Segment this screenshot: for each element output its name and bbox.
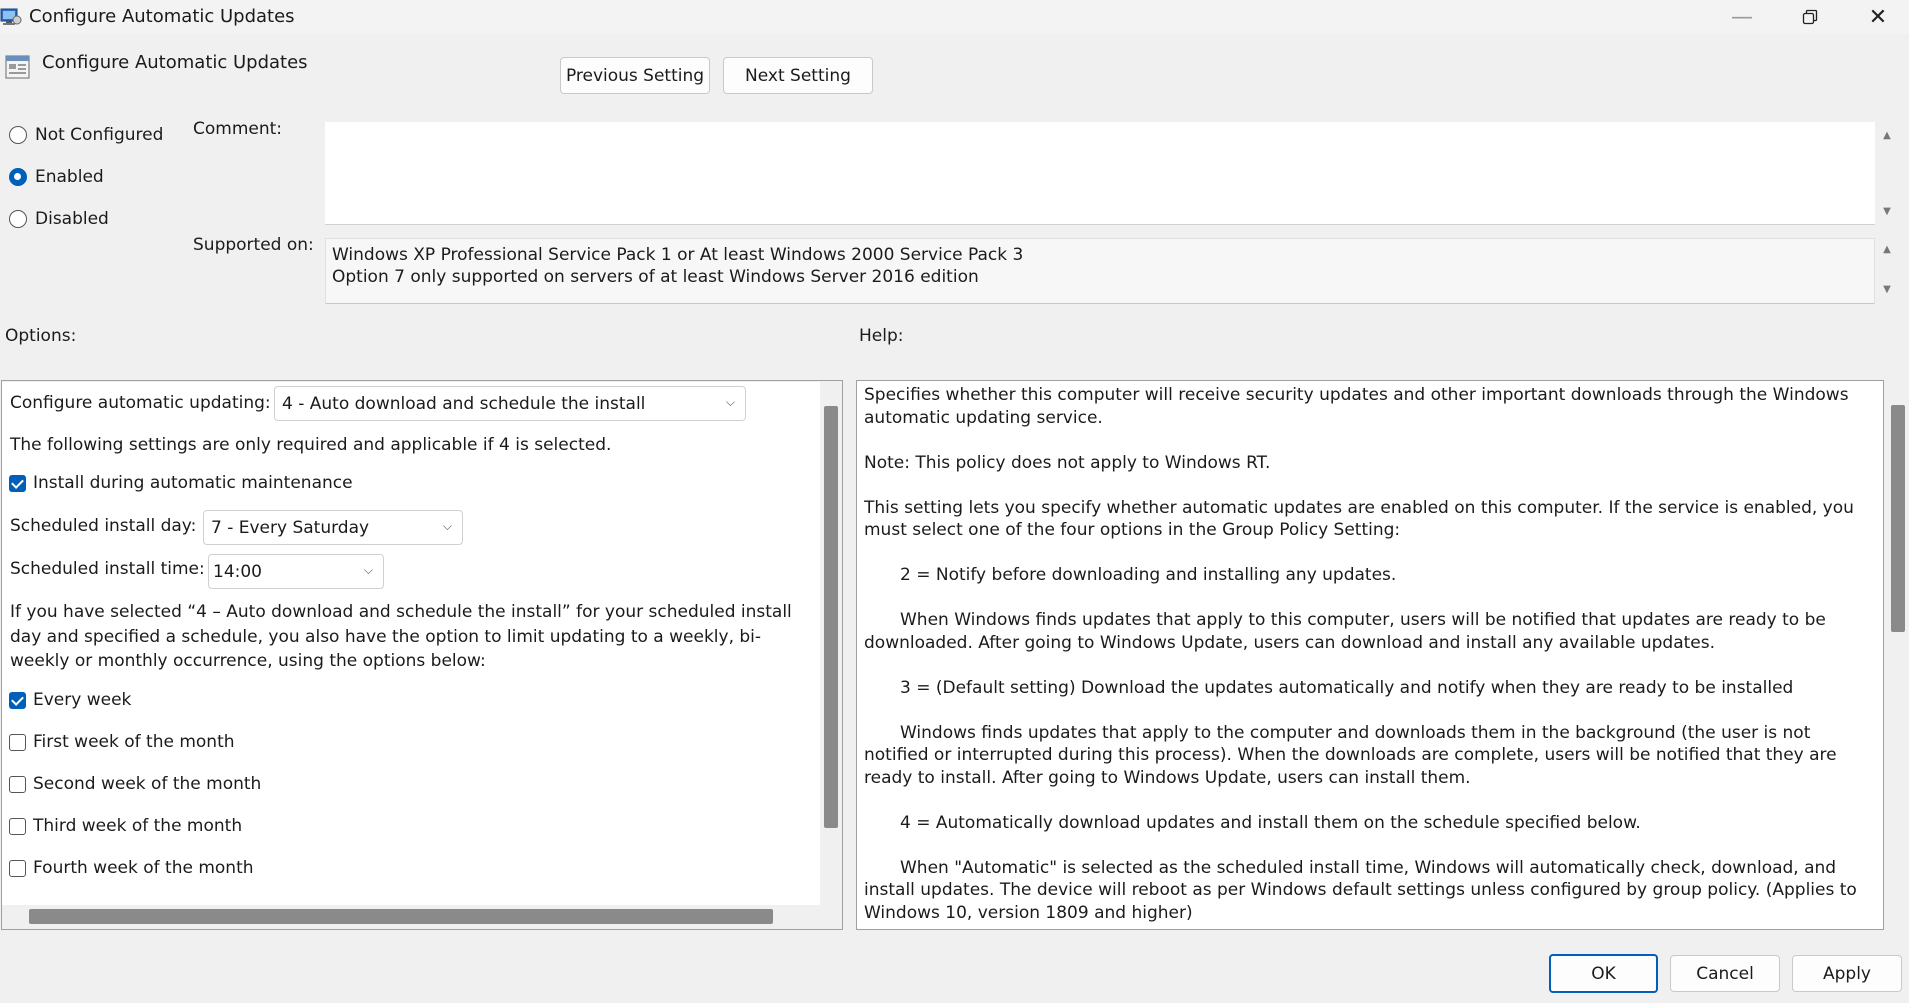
options-horizontal-scrollbar-thumb[interactable]	[29, 909, 773, 924]
help-paragraph: Windows finds updates that apply to the computer and downloads them in the background (the user is not notified or interrupted during this process). When the downloads are complete, users will be notified that they are ready to install. After going to Windows Update, users can install them.	[864, 722, 1837, 788]
checkbox[interactable]	[9, 734, 26, 751]
help-paragraph: Note: This policy does not apply to Windows RT.	[864, 452, 1271, 473]
checkbox[interactable]	[9, 776, 26, 793]
restore-button[interactable]	[1776, 0, 1844, 34]
policy-setting-icon	[5, 54, 31, 80]
help-paragraph: 2 = Notify before downloading and installing any updates.	[900, 565, 1397, 585]
scroll-down-icon[interactable]: ▼	[1883, 206, 1891, 217]
scroll-up-icon[interactable]: ▲	[1883, 244, 1891, 255]
comment-label: Comment:	[193, 119, 283, 139]
options-label: Options:	[5, 326, 77, 346]
radio-label: Enabled	[35, 167, 104, 187]
help-paragraph: 3 = (Default setting) Download the updates automatically and notify when they are ready to be installed	[900, 677, 1794, 698]
week-checkbox-row[interactable]	[9, 773, 261, 795]
supported-scrollbar[interactable]	[1876, 238, 1898, 304]
help-label: Help:	[859, 326, 904, 346]
install-time-select[interactable]	[208, 554, 384, 589]
supported-on-box	[325, 238, 1875, 304]
apply-button[interactable]: Apply	[1792, 955, 1902, 992]
install-time-label: Scheduled install time:	[10, 559, 205, 579]
help-paragraph: 4 = Automatically download updates and install them on the schedule specified below.	[900, 812, 1641, 833]
help-paragraph: When Windows finds updates that apply to this computer, users will be notified that updates are ready to be downloaded. After going to Windows Update, users can download and install any available updates.	[864, 610, 1826, 653]
week-checkbox-row[interactable]	[9, 857, 254, 879]
supported-on-label: Supported on:	[193, 235, 314, 255]
help-vertical-scrollbar-thumb[interactable]	[1891, 405, 1905, 632]
chevron-down-icon: ⌵	[725, 395, 735, 409]
radio-button[interactable]	[9, 126, 27, 144]
checkbox-label: Second week of the month	[33, 774, 262, 794]
install-maintenance-checkbox-row[interactable]	[9, 472, 353, 494]
scroll-down-icon[interactable]: ▼	[1883, 284, 1891, 295]
week-checkbox-row[interactable]	[9, 731, 235, 753]
help-paragraph: When "Automatic" is selected as the scheduled install time, Windows will automatically check, download, and install updates. The device will reboot as per Windows default settings unless configured by group policy. (Applies to Windows 10, version 1809 and higher)	[864, 857, 1857, 923]
window-title: Configure Automatic Updates	[29, 6, 295, 27]
install-day-select[interactable]	[203, 510, 463, 545]
previous-setting-button[interactable]: Previous Setting	[560, 57, 710, 94]
radio-label: Disabled	[35, 209, 109, 229]
next-setting-button[interactable]: Next Setting	[723, 57, 873, 94]
checkbox[interactable]	[9, 818, 26, 835]
select-value: 7 - Every Saturday	[211, 517, 370, 538]
checkbox-label: First week of the month	[33, 732, 235, 752]
checkbox[interactable]	[9, 860, 26, 877]
policy-name: Configure Automatic Updates	[42, 52, 308, 73]
comment-scrollbar[interactable]	[1876, 122, 1898, 224]
configure-updating-select[interactable]	[274, 386, 746, 421]
select-value: 14:00	[213, 561, 262, 582]
schedule-note: If you have selected “4 – Auto download and schedule the install” for your scheduled install day and specified a schedule, you also have the option to limit updating to a weekly, bi-weekly or monthly occurrence, using the options below:	[10, 602, 792, 671]
help-paragraph: Specifies whether this computer will receive security updates and other important downloads through the Windows automatic updating service.	[864, 385, 1849, 428]
minimize-button[interactable]: —	[1731, 4, 1753, 30]
scroll-up-icon[interactable]: ▲	[1883, 130, 1891, 141]
comment-textarea[interactable]	[325, 122, 1875, 225]
week-checkbox-row[interactable]	[9, 689, 131, 711]
help-paragraph: This setting lets you specify whether automatic updates are enabled on this computer. If the service is enabled, you must select one of the four options in the Group Policy Setting:	[864, 497, 1854, 540]
install-day-label: Scheduled install day:	[10, 516, 197, 536]
applicable-note: The following settings are only required and applicable if 4 is selected.	[10, 435, 612, 455]
radio-button[interactable]	[9, 210, 27, 228]
radio-label: Not Configured	[35, 125, 164, 145]
checkbox-label: Every week	[33, 690, 132, 710]
radio-enabled[interactable]	[9, 166, 104, 188]
radio-not-configured[interactable]	[9, 124, 163, 146]
checkbox[interactable]	[9, 475, 26, 492]
options-vertical-scrollbar-thumb[interactable]	[824, 406, 838, 828]
ok-button[interactable]: OK	[1549, 954, 1658, 993]
chevron-down-icon: ⌵	[363, 563, 373, 577]
cancel-button[interactable]: Cancel	[1670, 955, 1780, 992]
group-policy-app-icon	[0, 6, 22, 26]
supported-line: Windows XP Professional Service Pack 1 or At least Windows 2000 Service Pack 3	[332, 245, 1024, 265]
select-value: 4 - Auto download and schedule the install	[282, 393, 646, 414]
close-button[interactable]: ✕	[1868, 4, 1888, 30]
restore-icon	[1802, 9, 1818, 25]
checkbox[interactable]	[9, 692, 26, 709]
chevron-down-icon: ⌵	[442, 519, 452, 533]
supported-line: Option 7 only supported on servers of at least Windows Server 2016 edition	[332, 267, 979, 287]
checkbox-label: Install during automatic maintenance	[33, 473, 353, 493]
help-text	[864, 384, 1874, 947]
checkbox-label: Third week of the month	[33, 816, 243, 836]
week-checkbox-row[interactable]	[9, 815, 242, 837]
checkbox-label: Fourth week of the month	[33, 858, 254, 878]
configure-updating-label: Configure automatic updating:	[10, 393, 271, 413]
radio-disabled[interactable]	[9, 208, 109, 230]
radio-button[interactable]	[9, 168, 27, 186]
